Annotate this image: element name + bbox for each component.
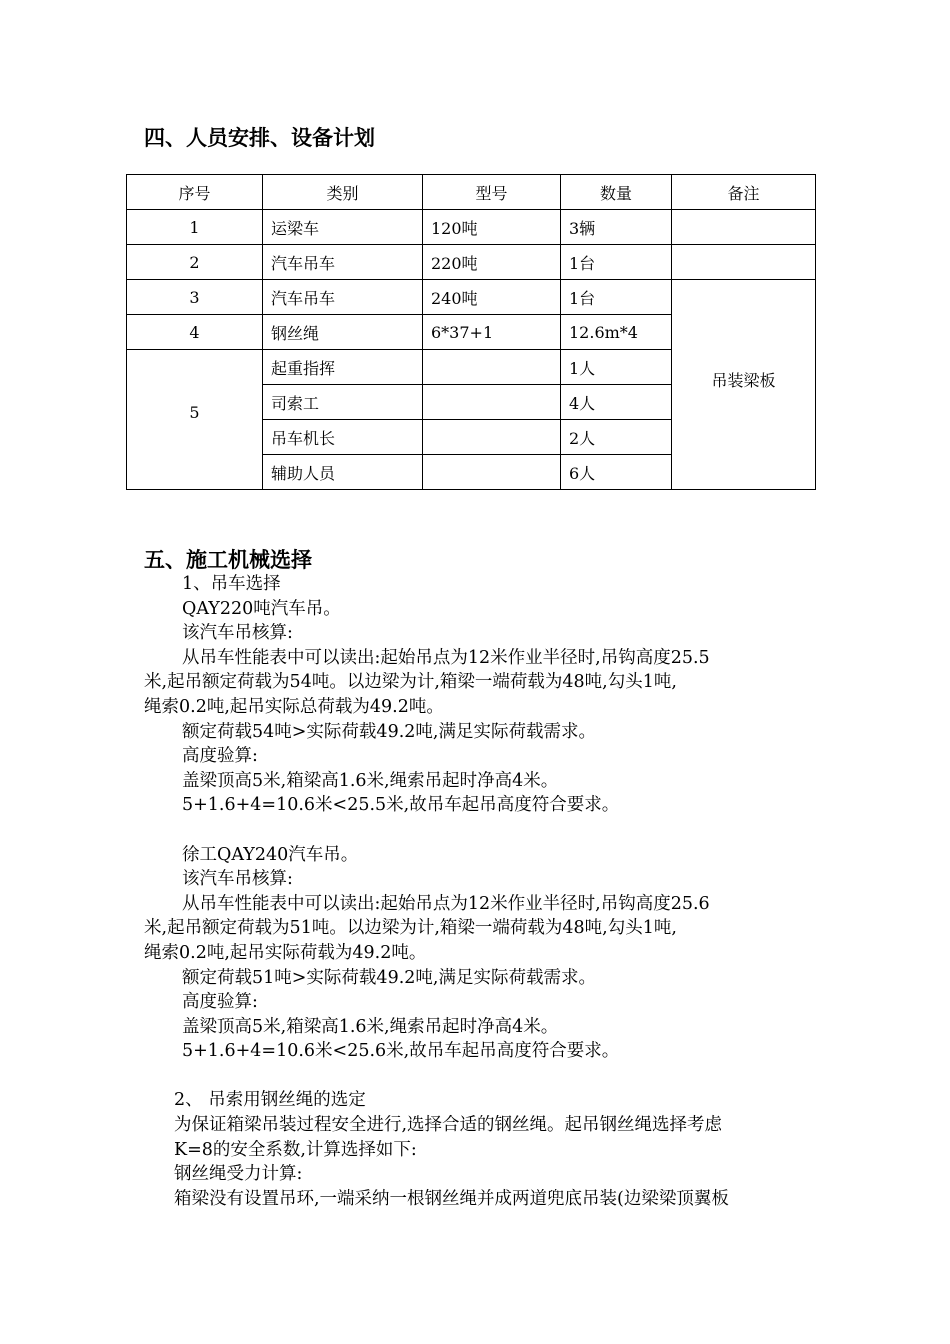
row-model: 120吨 bbox=[423, 210, 561, 245]
row-model: 6*37+1 bbox=[423, 315, 561, 350]
table-row bbox=[127, 280, 816, 315]
text-line: 米,起吊额定荷载为51吨。以边梁为计,箱梁一端荷载为48吨,勾头1吨, bbox=[144, 918, 677, 939]
text-line: 钢丝绳受力计算: bbox=[174, 1164, 303, 1185]
text-line: 额定荷载54吨>实际荷载49.2吨,满足实际荷载需求。 bbox=[182, 721, 596, 742]
text-line: 盖梁顶高5米,箱梁高1.6米,绳索吊起时净高4米。 bbox=[182, 770, 559, 791]
row-note bbox=[672, 210, 816, 245]
row-quantity: 3辆 bbox=[561, 210, 672, 245]
row-number: 3 bbox=[127, 280, 263, 315]
row-quantity: 1台 bbox=[561, 245, 672, 280]
equipment-plan-table bbox=[126, 174, 816, 490]
header-cell: 备注 bbox=[672, 175, 816, 210]
row-category: 吊车机长 bbox=[263, 420, 423, 455]
subsection-title: 1、吊车选择 bbox=[182, 574, 281, 594]
row-category: 运梁车 bbox=[263, 210, 423, 245]
row-model: 220吨 bbox=[423, 245, 561, 280]
table-row bbox=[127, 210, 816, 245]
row-number: 4 bbox=[127, 315, 263, 350]
text-line: 5+1.6+4=10.6米<25.5米,故吊车起吊高度符合要求。 bbox=[182, 795, 620, 816]
row-category: 汽车吊车 bbox=[263, 245, 423, 280]
text-line: 高度验算: bbox=[182, 746, 258, 767]
text-line: 徐工QAY240汽车吊。 bbox=[182, 844, 359, 865]
section-5-heading: 五、施工机械选择 bbox=[144, 548, 312, 572]
text-line: 该汽车吊核算: bbox=[182, 869, 293, 890]
subsection-title: 2、 吊索用钢丝绳的选定 bbox=[174, 1090, 366, 1111]
section-5-body bbox=[144, 572, 812, 1211]
row-note bbox=[672, 245, 816, 280]
text-line: K=8的安全系数,计算选择如下: bbox=[174, 1139, 417, 1160]
text-line: 绳索0.2吨,起吊实际总荷载为49.2吨。 bbox=[144, 696, 444, 717]
text-line: QAY220吨汽车吊。 bbox=[182, 598, 341, 619]
text-line: 从吊车性能表中可以读出:起始吊点为12米作业半径时,吊钩高度25.5 bbox=[182, 647, 710, 668]
row-number: 5 bbox=[127, 350, 263, 490]
row-quantity: 6人 bbox=[561, 455, 672, 490]
merged-note-cell: 吊装梁板 bbox=[672, 280, 816, 490]
row-quantity: 4人 bbox=[561, 385, 672, 420]
row-number: 1 bbox=[127, 210, 263, 245]
text-line: 为保证箱梁吊装过程安全进行,选择合适的钢丝绳。起吊钢丝绳选择考虑 bbox=[174, 1115, 723, 1136]
text-line: 额定荷载51吨>实际荷载49.2吨,满足实际荷载需求。 bbox=[182, 967, 596, 988]
row-number: 2 bbox=[127, 245, 263, 280]
text-line: 米,起吊额定荷载为54吨。以边梁为计,箱梁一端荷载为48吨,勾头1吨, bbox=[144, 672, 677, 693]
text-line: 从吊车性能表中可以读出:起始吊点为12米作业半径时,吊钩高度25.6 bbox=[182, 893, 710, 914]
text-line: 高度验算: bbox=[182, 992, 258, 1013]
text-line: 5+1.6+4=10.6米<25.6米,故吊车起吊高度符合要求。 bbox=[182, 1041, 620, 1062]
section-4-heading: 四、人员安排、设备计划 bbox=[144, 126, 375, 150]
row-model: 240吨 bbox=[423, 280, 561, 315]
row-category: 司索工 bbox=[263, 385, 423, 420]
row-quantity: 1人 bbox=[561, 350, 672, 385]
text-line: 该汽车吊核算: bbox=[182, 623, 293, 644]
row-category: 汽车吊车 bbox=[263, 280, 423, 315]
row-quantity: 12.6m*4 bbox=[561, 315, 672, 350]
text-line: 绳索0.2吨,起吊实际荷载为49.2吨。 bbox=[144, 942, 427, 963]
row-category: 起重指挥 bbox=[263, 350, 423, 385]
text-line: 箱梁没有设置吊环,一端采纳一根钢丝绳并成两道兜底吊装(边梁梁顶翼板 bbox=[174, 1188, 729, 1209]
row-model bbox=[423, 385, 561, 420]
row-category: 辅助人员 bbox=[263, 455, 423, 490]
table-header-row bbox=[127, 175, 816, 210]
header-cell: 类别 bbox=[263, 175, 423, 210]
header-cell: 型号 bbox=[423, 175, 561, 210]
header-cell: 序号 bbox=[127, 175, 263, 210]
row-category: 钢丝绳 bbox=[263, 315, 423, 350]
row-quantity: 2人 bbox=[561, 420, 672, 455]
blank-line bbox=[144, 818, 812, 843]
header-cell: 数量 bbox=[561, 175, 672, 210]
table-row bbox=[127, 245, 816, 280]
row-model bbox=[423, 350, 561, 385]
row-model bbox=[423, 455, 561, 490]
row-model bbox=[423, 420, 561, 455]
blank-line bbox=[144, 1064, 812, 1089]
row-quantity: 1台 bbox=[561, 280, 672, 315]
text-line: 盖梁顶高5米,箱梁高1.6米,绳索吊起时净高4米。 bbox=[182, 1016, 559, 1037]
